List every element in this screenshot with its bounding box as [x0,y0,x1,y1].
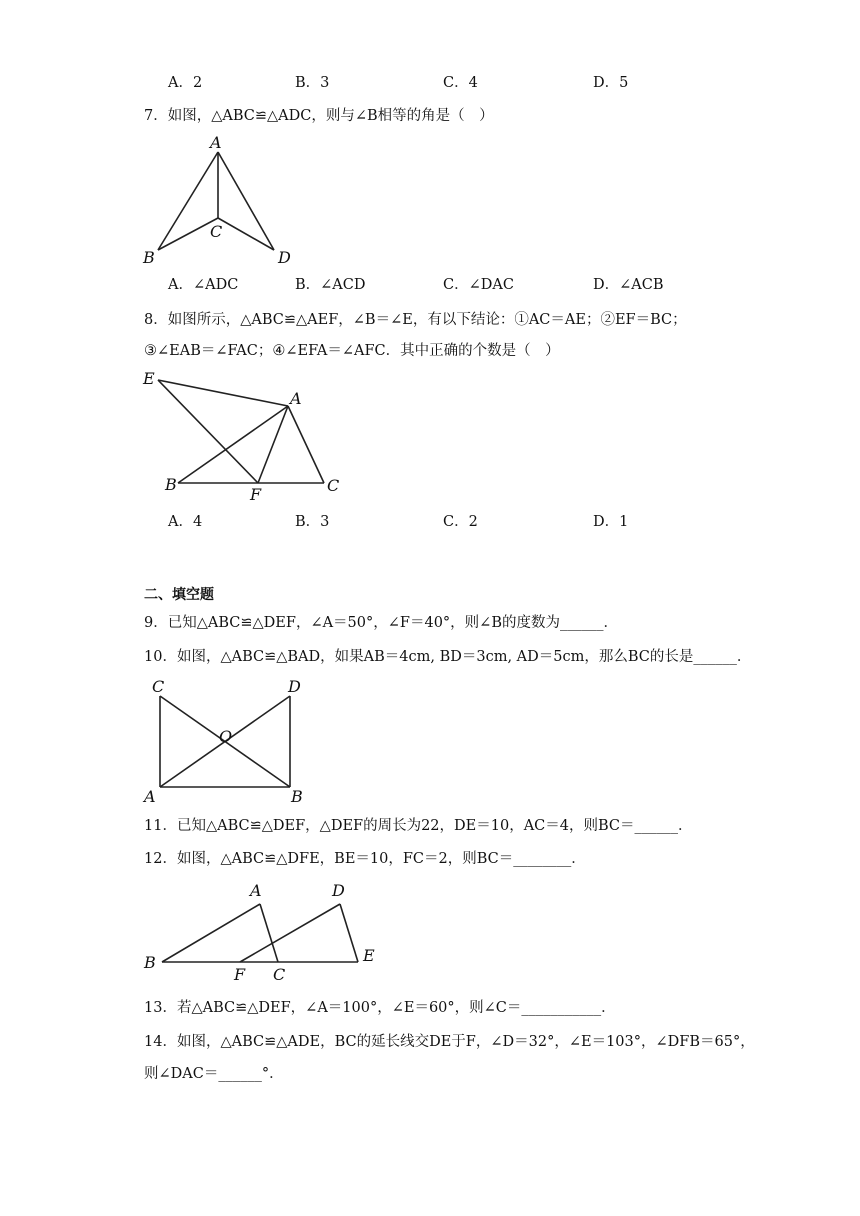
q10-label-b: B [291,787,303,806]
q14-question-line1: 14．如图，△ABC≌△ADE，BC的延长线交DE于F，∠D＝32°，∠E＝103°，∠DFB＝65°， [144,1034,755,1050]
q7-option-a: A．∠ADC [168,277,239,293]
q7-label-d: D [278,248,291,267]
q7-question: 7．如图，△ABC≌△ADC，则与∠B相等的角是（ ） [144,108,494,124]
q6-option-c: C．4 [443,75,478,91]
q10-figure [138,672,318,812]
q7-option-b: B．∠ACD [295,277,366,293]
q12-label-f: F [234,965,246,984]
q6-option-d: D．5 [593,75,629,91]
q7-option-d: D．∠ACB [593,277,664,293]
q8-question-line2: ③∠EAB＝∠FAC；④∠EFA＝∠AFC．其中正确的个数是（ ） [144,343,560,359]
q8-option-c: C．2 [443,514,478,530]
q8-label-b: B [165,475,177,494]
q8-question-line1: 8．如图所示，△ABC≌△AEF，∠B＝∠E，有以下结论：①AC＝AE；②EF＝BC； [144,312,687,328]
q8-label-a: A [290,389,302,408]
q8-option-b: B．3 [295,514,330,530]
q7-label-a: A [210,133,222,152]
q10-label-d: D [288,677,301,696]
q7-figure [138,130,308,270]
q9-question: 9．已知△ABC≌△DEF，∠A＝50°，∠F＝40°，则∠B的度数为______． [144,615,618,631]
q6-options [168,73,788,93]
q8-label-f: F [250,485,262,504]
q13-question: 13．若△ABC≌△DEF，∠A＝100°，∠E＝60°，则∠C＝___________． [144,1000,616,1016]
q7-label-c: C [210,222,223,241]
q10-label-o: O [219,727,233,746]
q7-options [168,275,788,295]
q12-label-b: B [144,953,156,972]
section-heading: 二、填空题 [144,587,214,603]
q14-question-line2: 则∠DAC＝______°． [144,1066,284,1082]
q8-figure [138,366,348,506]
q6-option-a: A．2 [168,75,203,91]
q11-question: 11．已知△ABC≌△DEF，△DEF的周长为22，DE＝10，AC＝4，则BC＝______． [144,818,693,834]
q8-option-d: D．1 [593,514,629,530]
q12-question: 12．如图，△ABC≌△DFE，BE＝10，FC＝2，则BC＝________． [144,851,586,867]
q10-label-c: C [152,677,165,696]
q7-option-c: C．∠DAC [443,277,514,293]
q12-figure [138,876,388,986]
q12-label-a: A [250,881,262,900]
q6-option-b: B．3 [295,75,330,91]
q10-label-a: A [144,787,156,806]
q12-label-e: E [363,946,375,965]
q12-label-c: C [273,965,286,984]
q7-label-b: B [143,248,155,267]
q8-label-e: E [143,369,155,388]
q8-option-a: A．4 [168,514,203,530]
q8-label-c: C [327,476,340,495]
q12-label-d: D [332,881,345,900]
q10-question: 10．如图，△ABC≌△BAD，如果AB＝4cm, BD＝3cm, AD＝5cm，那么BC的长是______． [144,649,752,665]
q8-options [168,512,788,532]
